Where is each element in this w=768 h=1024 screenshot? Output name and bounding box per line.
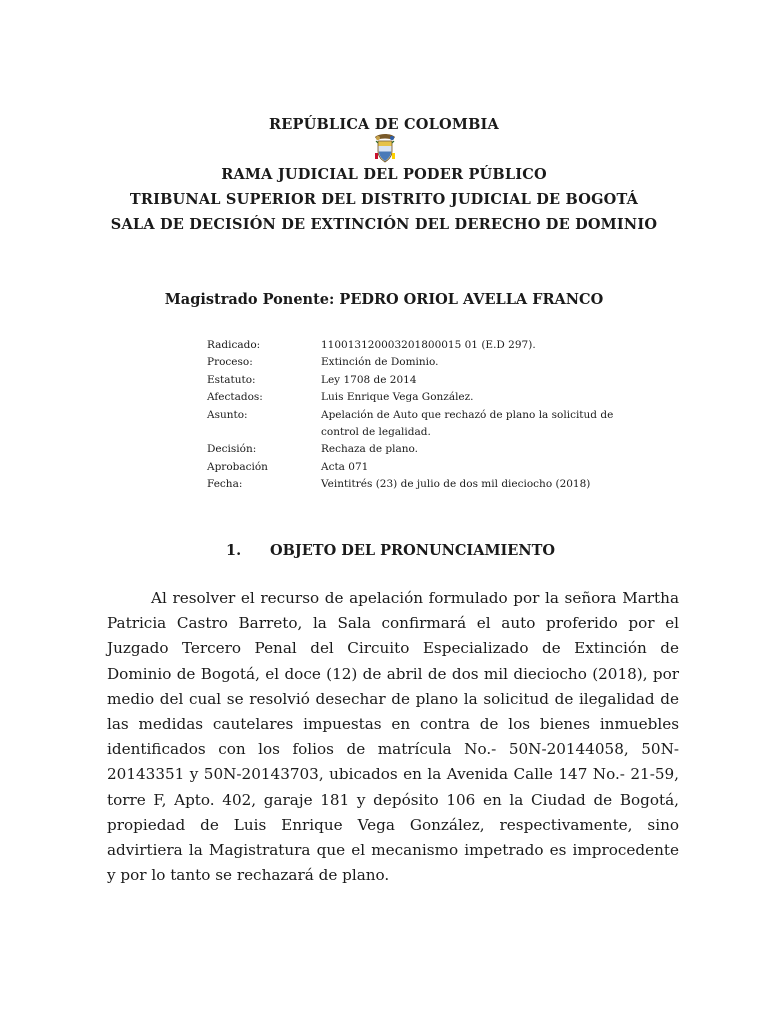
meta-label: Radicado: <box>207 339 261 351</box>
meta-label: Decisión: <box>207 443 257 456</box>
meta-value: Luis Enrique Vega González. <box>321 391 474 404</box>
meta-row-proceso <box>207 354 627 371</box>
section-number: 1. <box>226 542 242 559</box>
meta-row-fecha <box>207 476 627 493</box>
header-republica: REPÚBLICA DE COLOMBIA <box>269 116 499 133</box>
meta-value: Ley 1708 de 2014 <box>321 373 417 386</box>
header-rama-judicial: RAMA JUDICIAL DEL PODER PÚBLICO <box>221 166 547 183</box>
meta-value: Extinción de Dominio. <box>321 356 439 369</box>
meta-label: Fecha: <box>207 478 243 491</box>
header-sala: SALA DE DECISIÓN DE EXTINCIÓN DEL DERECHO DE DOMINIO <box>110 216 658 233</box>
meta-value: Veintitrés (23) de julio de dos mil dieciocho (2018) <box>321 478 591 491</box>
meta-row-aprobacion <box>207 459 627 476</box>
meta-value: 110013120003201800015 01 (E.D 297). <box>321 339 536 351</box>
meta-row-estatuto <box>207 372 627 389</box>
meta-label: Afectados: <box>207 391 263 404</box>
meta-label: Asunto: <box>207 408 248 421</box>
meta-row-afectados <box>207 389 627 406</box>
case-metadata <box>207 337 627 494</box>
meta-value: Acta 071 <box>321 460 369 473</box>
header-tribunal: TRIBUNAL SUPERIOR DEL DISTRITO JUDICIAL DE BOGOTÁ <box>129 191 639 208</box>
meta-value: Apelación de Auto que rechazó de plano la solicitud de control de legalidad. <box>321 408 614 439</box>
meta-label: Aprobación <box>207 460 268 473</box>
section-title: OBJETO DEL PRONUNCIAMIENTO <box>270 542 556 559</box>
body-paragraph: Al resolver el recurso de apelación formulado por la señora Martha Patricia Castro Barreto, la Sala confirmará el auto proferido por el Juzgado Tercero Penal del Circuito Especializado de Extinción de Dominio de Bogotá, el doce (12) de abril de dos mil dieciocho (2018), por medio del cual se resolvió desechar de plano la solicitud de ilegalidad de las medidas cautelares impuestas en contra de los bienes inmuebles identificados con los folios de matrícula No.- 50N-20144058, 50N-20143351 y 50N-20143703, ubicados en la Avenida Calle 147 No.- 21-59, torre F, Apto. 402, garaje 181 y depósito 106 en la Ciudad de Bogotá, propiedad de Luis Enrique Vega González, respectivamente, sino advirtiera la Magistratura que el mecanismo impetrado es improcedente y por lo tanto se rechazará de plano. <box>107 589 679 885</box>
coat-of-arms-icon <box>373 133 397 163</box>
meta-value: Rechaza de plano. <box>321 443 419 456</box>
magistrado-ponente: Magistrado Ponente: PEDRO ORIOL AVELLA FRANCO <box>164 291 604 308</box>
meta-row-decision <box>207 441 627 458</box>
meta-row-asunto <box>207 407 627 442</box>
meta-label: Estatuto: <box>207 373 256 386</box>
meta-label: Proceso: <box>207 356 253 369</box>
meta-row-radicado <box>207 337 627 354</box>
